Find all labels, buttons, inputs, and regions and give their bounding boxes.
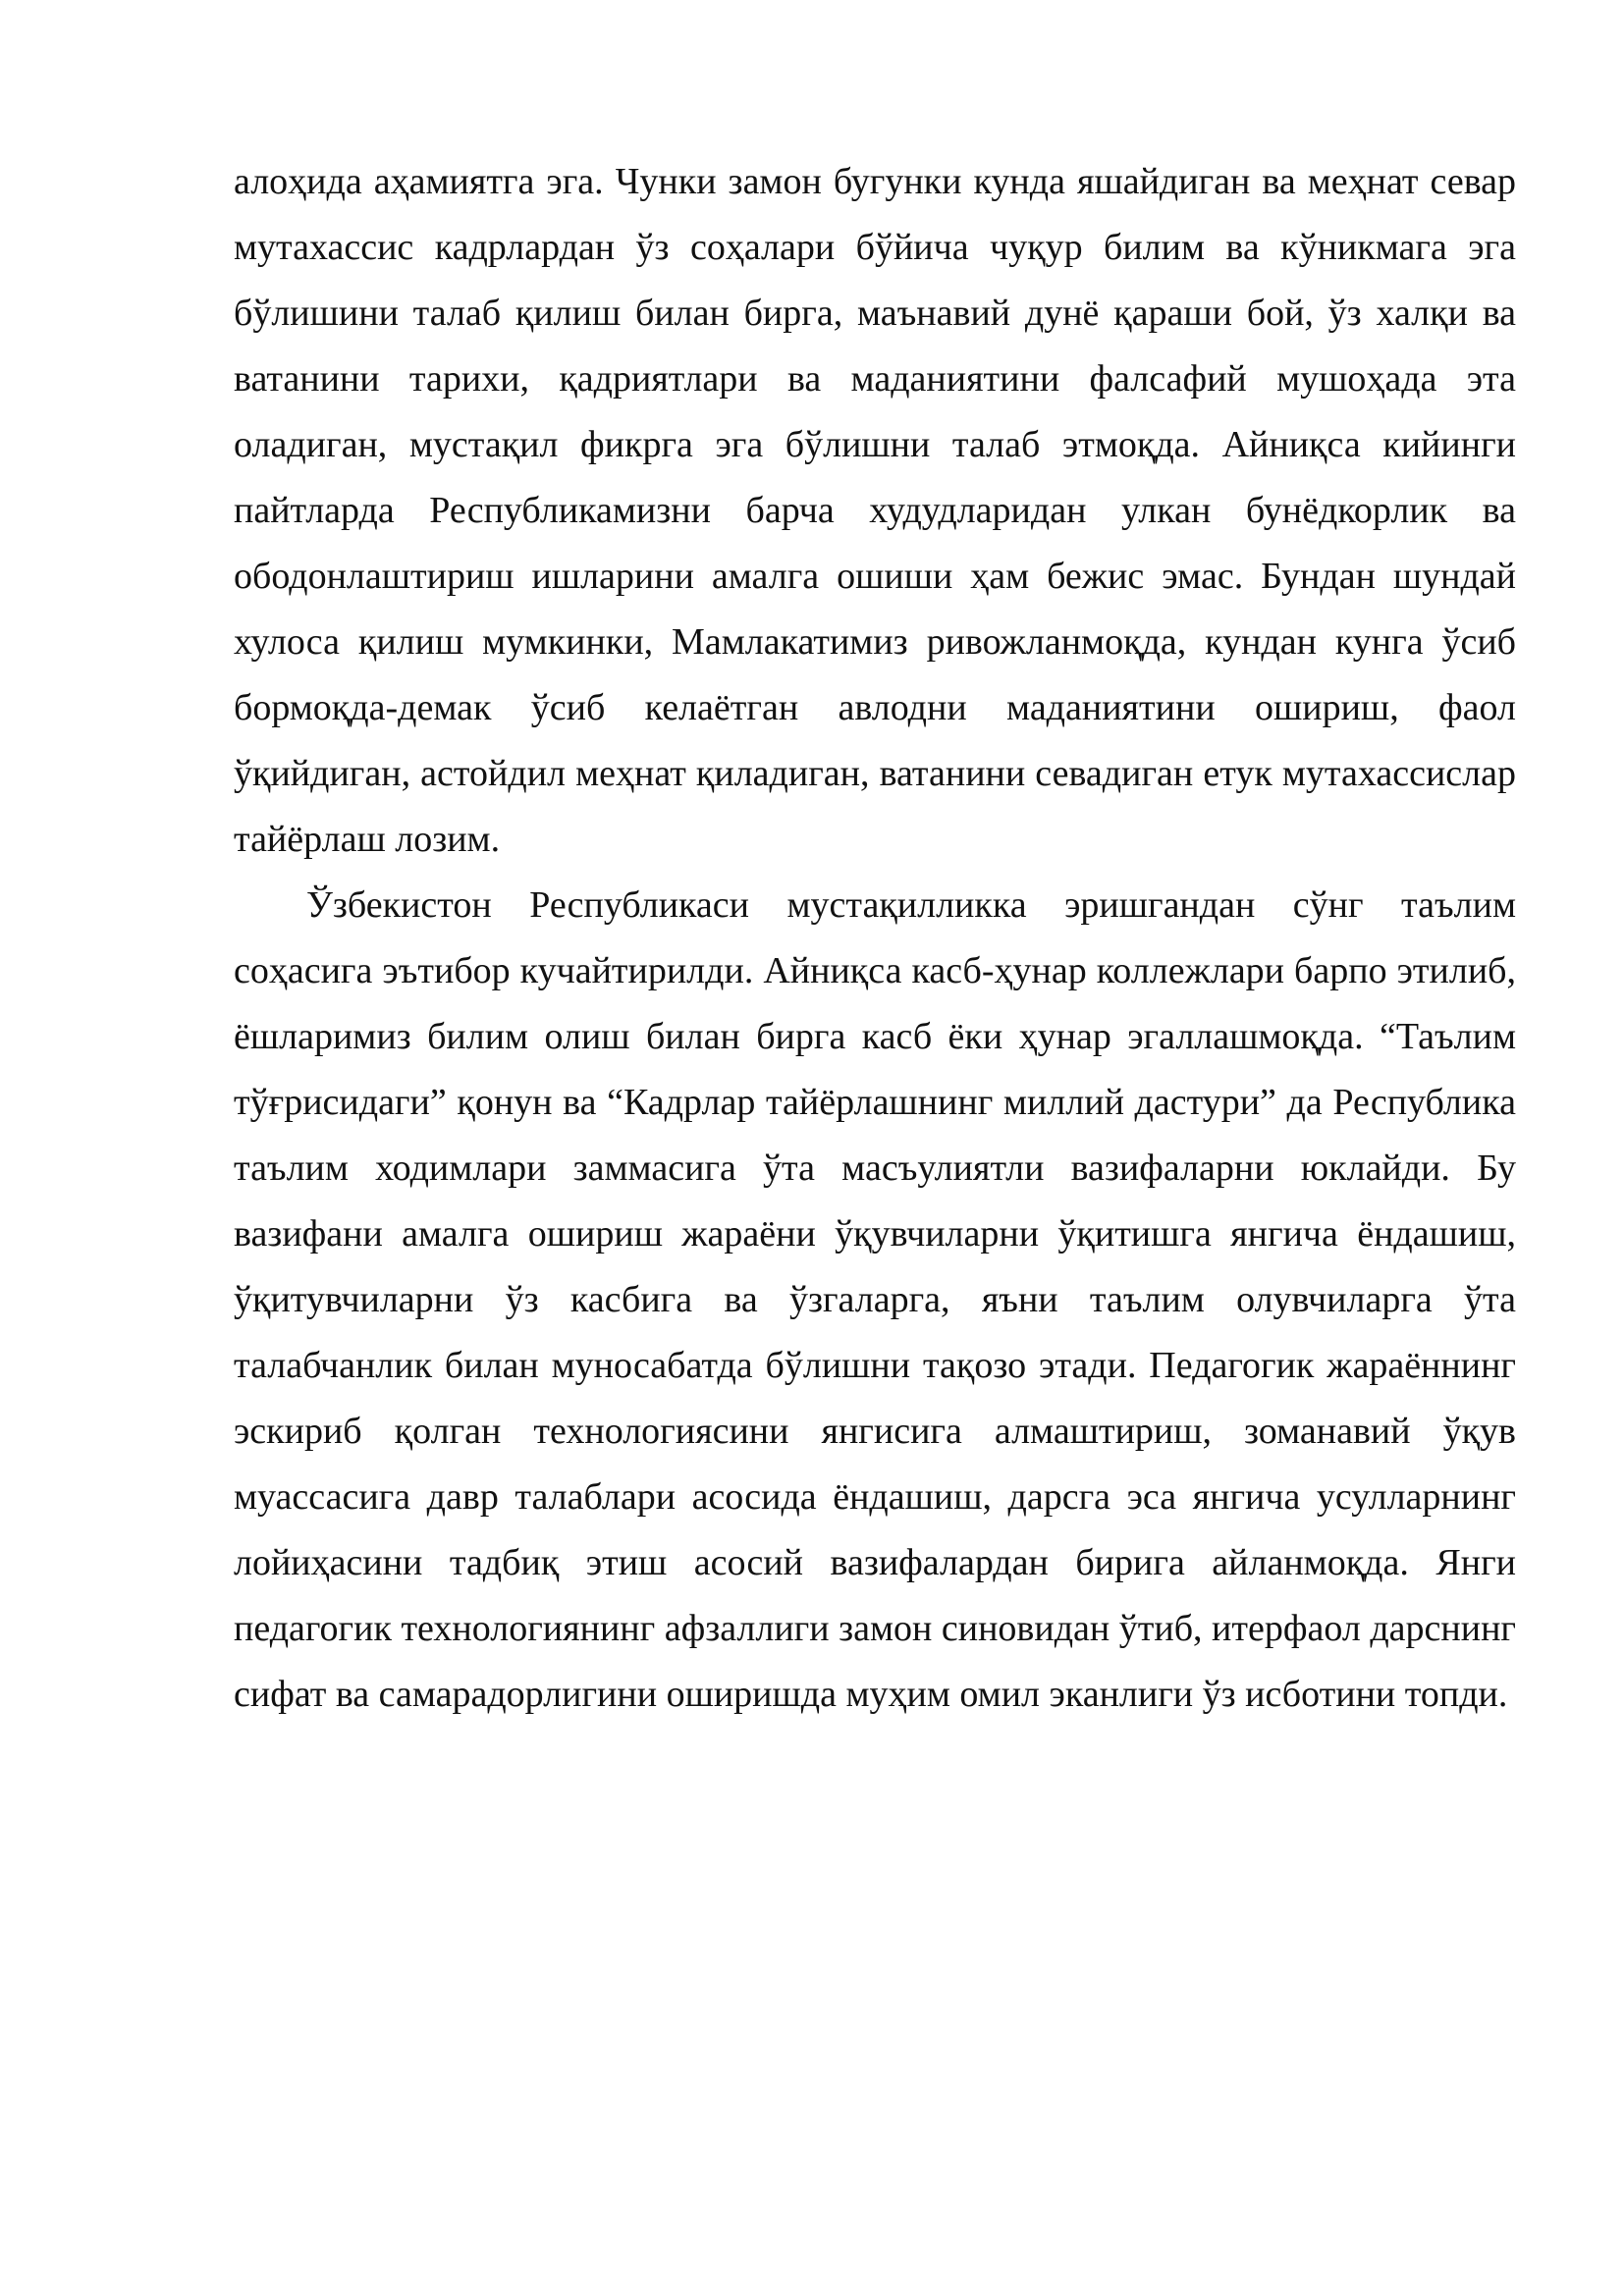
body-text bbox=[234, 149, 1516, 1728]
paragraph-continuation: алоҳида аҳамиятга эга. Чунки замон бугунки кунда яшайдиган ва меҳнат севар мутахассис кадрлардан ўз соҳалари бўйича чуқур билим ва кўникмага эга бўлишини талаб қилиш билан бирга, маънавий дунё қараши бой, ўз халқи ва ватанини тарихи, қадриятлари ва маданиятини фалсафий мушоҳада эта оладиган, мустақил фикрга эга бўлишни талаб этмоқда. Айниқса кийинги пайтларда Республикамизни барча худудларидан улкан бунёдкорлик ва ободонлаштириш ишларини амалга ошиши ҳам бежис эмас. Бундан шундай хулоса қилиш мумкинки, Мамлакатимиз ривожланмоқда, кундан кунга ўсиб бормоқда-демак ўсиб келаётган авлодни маданиятини ошириш, фаол ўқийдиган, астойдил меҳнат қиладиган, ватанини севадиган етук мутахассислар тайёрлаш лозим. bbox=[234, 161, 1516, 860]
paragraph-independence-education: Ўзбекистон Республикаси мустақилликка эришгандан сўнг таълим соҳасига эътибор кучайтирилди. Айниқса касб-ҳунар коллежлари барпо этилиб, ёшларимиз билим олиш билан бирга касб ёки ҳунар эгаллашмоқда. “Таълим тўғрисидаги” қонун ва “Кадрлар тайёрлашнинг миллий дастури” да Республика таълим ходимлари заммасига ўта масъулиятли вазифаларни юклайди. Бу вазифани амалга ошириш жараёни ўқувчиларни ўқитишга янгича ёндашиш, ўқитувчиларни ўз касбига ва ўзгаларга, яъни таълим олувчиларга ўта талабчанлик билан муносабатда бўлишни тақозо этади. Педагогик жараённинг эскириб қолган технологиясини янгисига алмаштириш, зоманавий ўқув муассасига давр талаблари асосида ёндашиш, дарсга эса янгича усулларнинг лойиҳасини тадбиқ этиш асосий вазифалардан бирига айланмоқда. Янги педагогик технологиянинг афзаллиги замон синовидан ўтиб, итерфаол дарснинг сифат ва самарадорлигини оширишда муҳим омил эканлиги ўз исботини топди. bbox=[234, 884, 1516, 1715]
